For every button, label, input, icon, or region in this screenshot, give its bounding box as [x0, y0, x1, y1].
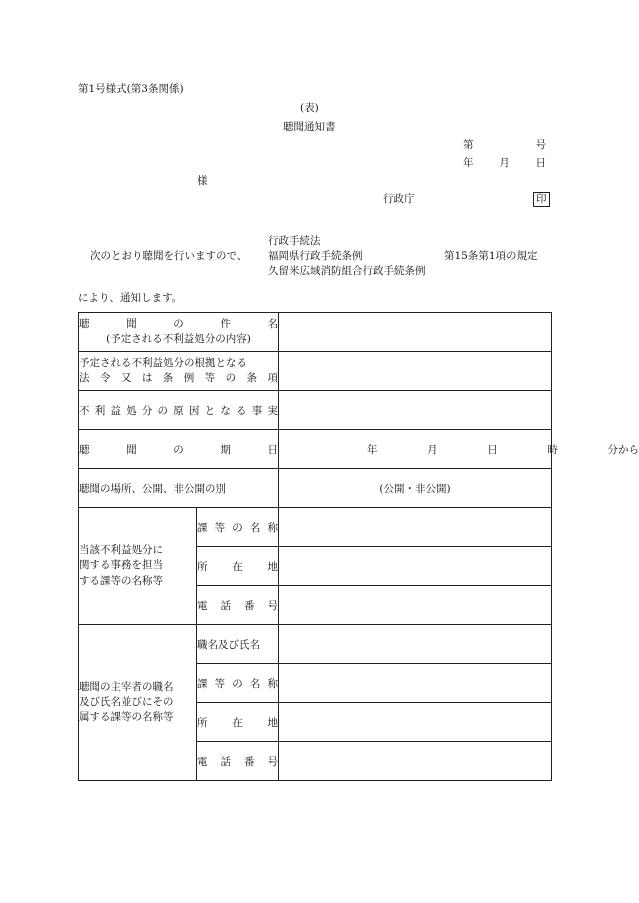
continuation-text: により、通知します。 [78, 292, 183, 304]
legal-basis-line1: 予定される不利益処分の根拠となる [79, 356, 247, 369]
hearing-date-label: 聴 聞 の 期 日 [79, 430, 279, 469]
addressee-suffix: 様 [197, 175, 208, 187]
row-hearing-subject [79, 313, 552, 352]
dept-address-value[interactable] [279, 547, 552, 586]
hearing-subject-title: 聴 聞 の 件 名 [79, 317, 278, 330]
hearing-subject-subtitle: (予定される不利益処分の内容) [106, 333, 251, 345]
number-suffix: 号 [535, 139, 546, 151]
hearing-subject-label [79, 313, 279, 352]
date-day: 日 [535, 157, 546, 169]
article-reference: 第15条第1項の規定 [444, 250, 538, 262]
presider-title-name-label: 職名及び氏名 [197, 625, 279, 664]
dept-address-label: 所 在 地 [197, 547, 279, 586]
presider-dept-value[interactable] [279, 664, 552, 703]
presider-line2: 及び氏名並びにその [79, 695, 174, 708]
legal-basis-value[interactable] [279, 352, 552, 391]
document-title: 聴聞通知書 [283, 121, 336, 133]
hearing-month: 月 [427, 443, 438, 456]
dept-phone-value[interactable] [279, 586, 552, 625]
form-number: 第1号様式(第3条関係) [78, 83, 184, 95]
responsible-dept-line3: する課等の名称等 [79, 574, 163, 587]
hearing-notice-table [78, 312, 639, 781]
presider-address-value[interactable] [279, 703, 552, 742]
hearing-day: 日 [487, 443, 498, 456]
hearing-hour: 時 [547, 443, 558, 456]
hearing-place-value[interactable]: (公開・非公開) [279, 469, 552, 508]
intro-text: 次のとおり聴聞を行いますので、 [90, 250, 248, 262]
hearing-subject-value[interactable] [279, 313, 552, 352]
issuer-label: 行政庁 [383, 193, 415, 205]
row-cause-facts [79, 391, 552, 430]
responsible-dept-line1: 当該不利益処分に [79, 544, 163, 557]
presider-line1: 聴聞の主宰者の職名 [79, 680, 174, 693]
hearing-date-fields [279, 442, 639, 457]
dept-phone-label: 電 話 番 号 [197, 586, 279, 625]
seal-box: 印 [533, 192, 550, 207]
row-legal-basis [79, 352, 552, 391]
presider-address-label: 所 在 地 [197, 703, 279, 742]
responsible-dept-label [79, 508, 197, 625]
dept-name-label: 課 等 の 名 称 [197, 508, 279, 547]
law-option-1: 行政手続法 [268, 235, 321, 247]
presider-line3: 属する課等の名称等 [79, 711, 174, 724]
row-presider-name [79, 625, 552, 664]
presider-title-name-value[interactable] [279, 625, 552, 664]
date-year: 年 [463, 157, 474, 169]
document-date-line [463, 158, 546, 169]
law-option-3: 久留米広域消防組合行政手続条例 [268, 265, 426, 277]
row-dept-name [79, 508, 552, 547]
presider-phone-label: 電 話 番 号 [197, 742, 279, 781]
date-month: 月 [499, 157, 510, 169]
dept-name-value[interactable] [279, 508, 552, 547]
cause-facts-value[interactable] [279, 391, 552, 430]
hearing-year: 年 [367, 443, 378, 456]
row-hearing-date [79, 430, 552, 469]
form-side-label: (表) [300, 102, 319, 114]
presider-label [79, 625, 197, 781]
cause-facts-label: 不 利 益 処 分 の 原 因 と な る 事 実 [79, 391, 279, 430]
responsible-dept-line2: 関する事務を担当 [79, 559, 163, 572]
row-hearing-place [79, 469, 552, 508]
legal-basis-line2: 法 令 又 は 条 例 等 の 条 項 [79, 372, 278, 384]
presider-dept-label: 課 等 の 名 称 [197, 664, 279, 703]
hearing-place-label: 聴聞の場所、公開、非公開の別 [79, 469, 279, 508]
legal-basis-label [79, 352, 279, 391]
hearing-minute: 分から [607, 443, 639, 456]
hearing-date-value[interactable] [279, 430, 639, 469]
law-option-2: 福岡県行政手続条例 [268, 250, 363, 262]
seal-mark [533, 192, 550, 207]
number-prefix: 第 [463, 139, 474, 151]
document-number-line [463, 140, 546, 151]
presider-phone-value[interactable] [279, 742, 552, 781]
